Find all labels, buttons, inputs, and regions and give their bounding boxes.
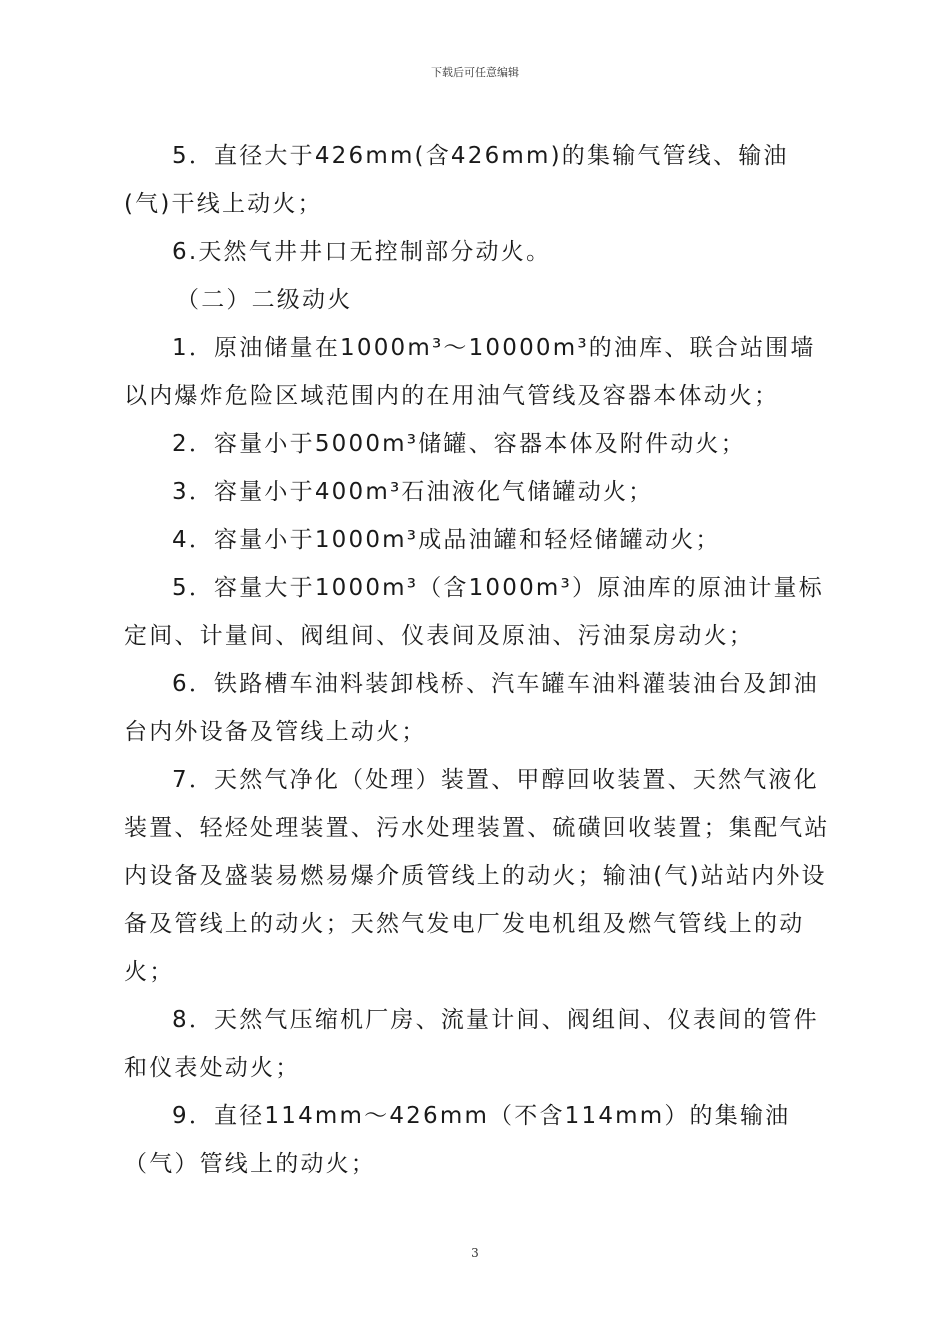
document-body bbox=[124, 132, 834, 1188]
page-number: 3 bbox=[471, 1246, 479, 1260]
header-note: 下载后可任意编辑 bbox=[431, 66, 519, 79]
paragraph-item-7: 7．天然气净化（处理）装置、甲醇回收装置、天然气液化装置、轻烃处理装置、污水处理装置、硫磺回收装置；集配气站内设备及盛装易燃易爆介质管线上的动火；输油(气)站站内外设备及管线上的动火；天然气发电厂发电机组及燃气管线上的动火； bbox=[124, 767, 830, 985]
paragraph-item-8: 8．天然气压缩机厂房、流量计间、阀组间、仪表间的管件和仪表处动火； bbox=[124, 1007, 819, 1081]
paragraph-item-3: 3．容量小于400m³石油液化气储罐动火； bbox=[172, 479, 654, 505]
section-heading-second-level: （二）二级动火 bbox=[176, 287, 353, 313]
paragraph-item-5: 5．容量大于1000m³（含1000m³）原油库的原油计量标定间、计量间、阀组间、仪表间及原油、污油泵房动火； bbox=[124, 575, 824, 649]
paragraph-item-5-first-level: 5．直径大于426mm(含426mm)的集输气管线、输油(气)干线上动火； bbox=[124, 143, 789, 217]
paragraph-item-1: 1．原油储量在1000m³～10000m³的油库、联合站围墙以内爆炸危险区域范围内的在用油气管线及容器本体动火； bbox=[124, 335, 816, 409]
paragraph-item-9: 9．直径114mm～426mm（不含114mm）的集输油（气）管线上的动火； bbox=[124, 1103, 791, 1177]
paragraph-item-6-first-level: 6.天然气井井口无控制部分动火。 bbox=[172, 239, 552, 265]
paragraph-item-6: 6．铁路槽车油料装卸栈桥、汽车罐车油料灌装油台及卸油台内外设备及管线上动火； bbox=[124, 671, 819, 745]
paragraph-item-4: 4．容量小于1000m³成品油罐和轻烃储罐动火； bbox=[172, 527, 721, 553]
paragraph-item-2: 2．容量小于5000m³储罐、容器本体及附件动火； bbox=[172, 431, 746, 457]
